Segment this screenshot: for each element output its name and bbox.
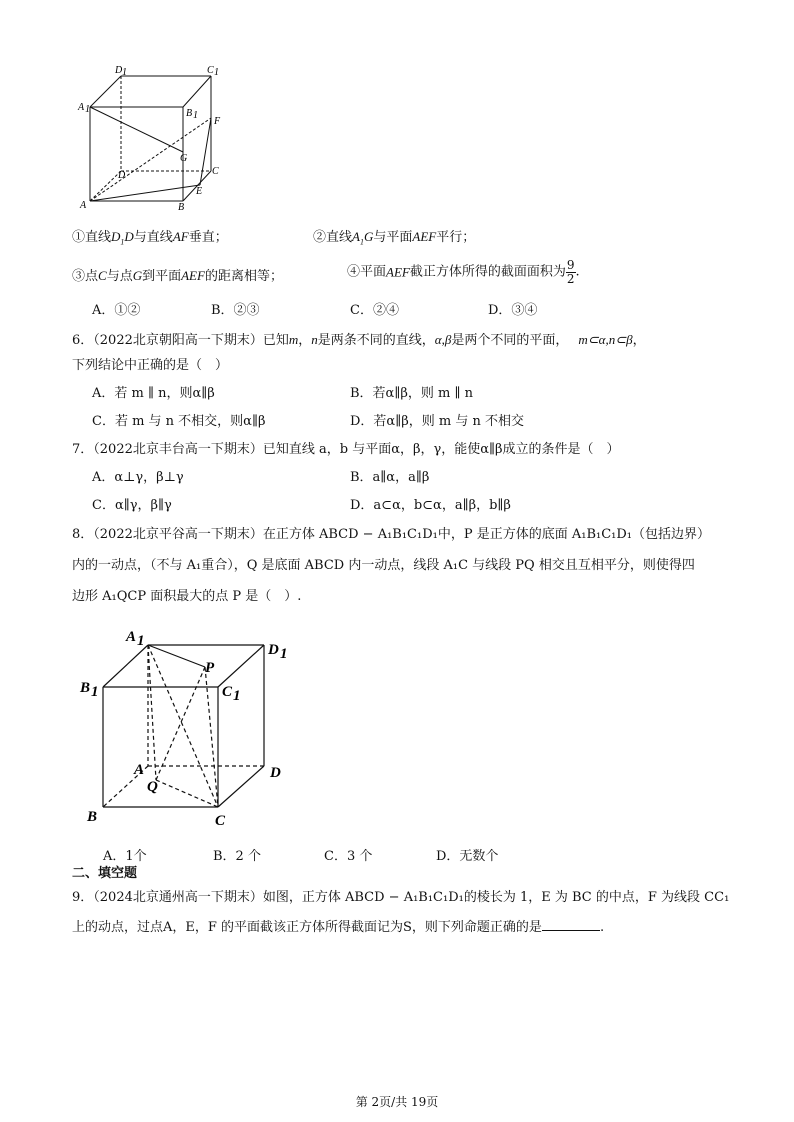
label-q: Q [147,779,158,795]
label-f: F [214,116,221,127]
q6-option-d[interactable]: D．若α∥β，则 m 与 n 不相交 [350,414,524,429]
q6-stem-line2: 下列结论中正确的是（ ） [72,358,229,373]
s4-text-c: . [575,264,580,280]
label-p: P [205,660,215,676]
q9-stem-line1: 9．（2024北京通州高一下期末）如图，正方体 ABCD − A₁B₁C₁D₁的棱长为 1，E 为 BC 的中点，F 为线段 CC₁ [72,890,730,905]
label-a1-sub: 1 [137,633,145,649]
q6-var-alpha-beta: α,β [434,332,452,347]
label-b1: B [80,680,91,696]
s3-var3: AEF [181,268,205,283]
q5-option-c[interactable]: C．②④ [350,303,399,318]
label-b: B [87,809,98,825]
q8-stem-line1: 8．（2022北京平谷高一下期末）在正方体 ABCD − A₁B₁C₁D₁中，P 是正方体的底面 A₁B₁C₁D₁（包括边界） [72,527,711,542]
label-a1-sub: 1 [85,104,90,115]
q6-stem-3: 是两个不同的平面， [451,333,569,348]
label-g: G [180,153,188,164]
q6-sep: ， [298,333,312,348]
label-c1-sub: 1 [233,688,241,704]
s1-text-b: 与直线 [133,230,173,245]
label-b: B [178,202,185,213]
answer-blank[interactable] [542,918,600,931]
s2-text-c: 平行； [436,230,476,245]
s2-var3: AEF [412,229,437,244]
q8-option-a[interactable]: A．1个 [103,849,147,864]
q6-stem-2: 是两条不同的直线， [317,333,435,348]
q9-stem-line2 [72,918,604,936]
q8-option-c[interactable]: C．3 个 [324,849,373,864]
label-d1: D [115,65,123,76]
page-footer: 第 2页/共 19页 [355,1095,439,1109]
q8-option-b[interactable]: B．2 个 [213,849,261,864]
s3-var: C [98,268,107,283]
q6-option-a[interactable]: A．若 m ∥ n，则α∥β [92,386,215,401]
label-c1: C [207,65,214,76]
s2-var: A [352,229,360,244]
q5-option-d[interactable]: D．③④ [488,303,538,318]
q8-option-d[interactable]: D．无数个 [436,849,499,864]
q7-stem: 7．（2022北京丰台高一下期末）已知直线 a，b 与平面α，β，γ，能使α∥β成立的条件是（ ） [72,442,620,457]
s3-text-c: 到平面 [142,269,182,284]
s4-var: AEF [386,264,410,280]
s1-var3: AF [172,229,189,244]
label-c: C [215,813,226,829]
label-d: D [270,765,281,781]
label-a: A [80,200,87,211]
q8-stem-line3: 边形 A₁QCP 面积最大的点 P 是（ ）. [72,589,302,604]
q7-option-a[interactable]: A．α⊥γ，β⊥γ [92,470,184,485]
label-c1: C [222,684,233,700]
s1-sub: 1 [120,237,125,247]
label-c1-sub: 1 [214,67,219,78]
label-b1-sub: 1 [91,684,99,700]
q5-option-a[interactable]: A．①② [92,303,141,318]
q6-var-m: m [288,332,299,347]
s4-text-a: ④平面 [347,264,387,280]
label-d1-sub: 1 [122,67,127,78]
s4-denominator: 2 [566,272,575,286]
label-a1: A [126,629,137,645]
label-d1: D [268,642,279,658]
q7-option-b[interactable]: B．a∥α，a∥β [350,470,430,485]
label-a: A [134,762,145,778]
q9-stem-line2-text: 上的动点，过点A，E，F 的平面截该正方体所得截面记为S，则下列命题正确的是 [72,920,542,935]
label-b1: B [186,108,193,119]
s2-var2: G [363,229,374,244]
s2-sub: 1 [359,237,364,247]
label-c: C [212,166,219,177]
s3-text-d: 的距离相等； [204,269,283,284]
s2-text-b: 与平面 [373,230,413,245]
label-d1-sub: 1 [280,646,288,662]
label-e: E [196,186,203,197]
q6-stem-4: ， [632,333,646,348]
q7-option-d[interactable]: D．a⊂α，b⊂α，a∥β，b∥β [350,498,511,513]
s3-text-a: ③点 [72,269,99,284]
q6-option-c[interactable]: C．若 m 与 n 不相交，则α∥β [92,414,266,429]
s4-text-b: 截正方体所得的截面面积为 [409,264,566,280]
label-a1: A [78,102,85,113]
q6-stem-1: 6．（2022北京朝阳高一下期末）已知 [72,333,289,348]
s1-text-a: ①直线 [72,230,112,245]
q6-option-b[interactable]: B．若α∥β，则 m ∥ n [350,386,473,401]
section-heading: 二、填空题 [72,866,138,881]
s1-var2: D [124,229,134,244]
s1-text-c: 垂直； [188,230,228,245]
q5-option-b[interactable]: B．②③ [211,303,260,318]
q7-option-c[interactable]: C．α∥γ，β∥γ [92,498,172,513]
s3-var2: G [132,268,143,283]
label-d: D [118,170,126,181]
s3-text-b: 与点 [106,269,133,284]
q8-stem-line2: 内的一动点，（不与 A₁重合），Q 是底面 ABCD 内一动点，线段 A₁C 与线段 PQ 相交且互相平分，则使得四 [72,558,695,573]
q6-condition: m⊂α,n⊂β [578,332,633,347]
q9-stem-line2-end: . [599,920,605,935]
s1-var: D [111,229,121,244]
label-b1-sub: 1 [193,110,198,121]
q6-var-n: n [311,332,318,347]
s4-numerator: 9 [566,258,575,272]
s2-text-a: ②直线 [313,230,353,245]
